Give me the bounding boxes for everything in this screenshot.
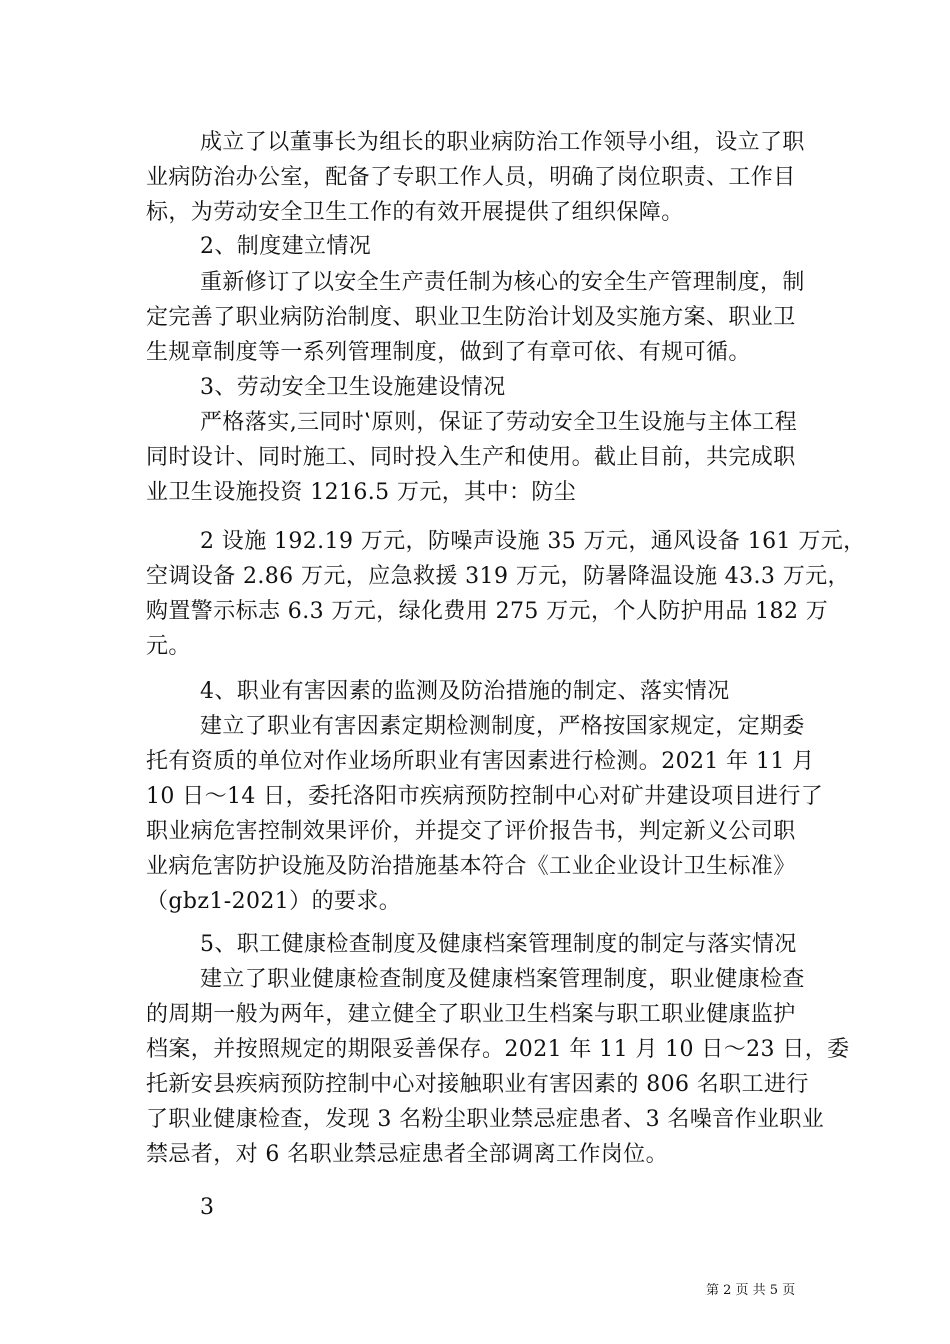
- text-line: 元。: [146, 634, 191, 659]
- text-line: 禁忌者，对 6 名职业禁忌症患者全部调离工作岗位。: [146, 1142, 668, 1167]
- section-heading: 3、劳动安全卫生设施建设情况: [200, 375, 506, 400]
- text-line: 业卫生设施投资 1216.5 万元，其中：防尘: [146, 480, 577, 505]
- text-line: 同时设计、同时施工、同时投入生产和使用。截止目前，共完成职: [146, 445, 796, 470]
- page-footer: 第 2 页 共 5 页: [706, 1283, 796, 1298]
- text-line: 重新修订了以安全生产责任制为核心的安全生产管理制度，制: [200, 270, 805, 295]
- section-heading: 2、制度建立情况: [200, 234, 372, 259]
- text-line: 标，为劳动安全卫生工作的有效开展提供了组织保障。: [146, 200, 684, 225]
- text-line: （gbz1-2021）的要求。: [146, 889, 402, 914]
- text-line: 建立了职业健康检查制度及健康档案管理制度，职业健康检查: [200, 967, 805, 992]
- text-line: 10 日～14 日，委托洛阳市疾病预防控制中心对矿井建设项目进行了: [146, 784, 824, 809]
- text-line: 的周期一般为两年，建立健全了职业卫生档案与职工职业健康监护: [146, 1002, 796, 1027]
- text-line: 严格落实‚三同时‛原则，保证了劳动安全卫生设施与主体工程: [200, 410, 798, 435]
- text-line: 托新安县疾病预防控制中心对接触职业有害因素的 806 名职工进行: [146, 1072, 809, 1097]
- text-line: 购置警示标志 6.3 万元，绿化费用 275 万元，个人防护用品 182 万: [146, 599, 829, 624]
- text-line: 成立了以董事长为组长的职业病防治工作领导小组，设立了职: [200, 130, 805, 155]
- text-line: 职业病危害控制效果评价，并提交了评价报告书，判定新义公司职: [146, 819, 796, 844]
- text-line: 定完善了职业病防治制度、职业卫生防治计划及实施方案、职业卫: [146, 305, 796, 330]
- text-line: 了职业健康检查，发现 3 名粉尘职业禁忌症患者、3 名噪音作业职业: [146, 1107, 825, 1132]
- text-line: 档案，并按照规定的期限妥善保存。2021 年 11 月 10 日～23 日，委: [146, 1037, 850, 1062]
- text-line: 2 设施 192.19 万元，防噪声设施 35 万元，通风设备 161 万元，: [200, 529, 866, 554]
- text-line: 空调设备 2.86 万元，应急救援 319 万元，防暑降温设施 43.3 万元，: [146, 564, 850, 589]
- section-heading: 4、职业有害因素的监测及防治措施的制定、落实情况: [200, 679, 730, 704]
- text-line: 托有资质的单位对作业场所职业有害因素进行检测。2021 年 11 月: [146, 749, 815, 774]
- text-line: 3: [200, 1195, 215, 1220]
- text-line: 生规章制度等一系列管理制度，做到了有章可依、有规可循。: [146, 340, 751, 365]
- text-line: 业病防治办公室，配备了专职工作人员，明确了岗位职责、工作目: [146, 165, 796, 190]
- text-line: 业病危害防护设施及防治措施基本符合《工业企业设计卫生标准》: [146, 854, 796, 879]
- text-line: 建立了职业有害因素定期检测制度，严格按国家规定，定期委: [200, 714, 805, 739]
- section-heading: 5、职工健康检查制度及健康档案管理制度的制定与落实情况: [200, 932, 797, 957]
